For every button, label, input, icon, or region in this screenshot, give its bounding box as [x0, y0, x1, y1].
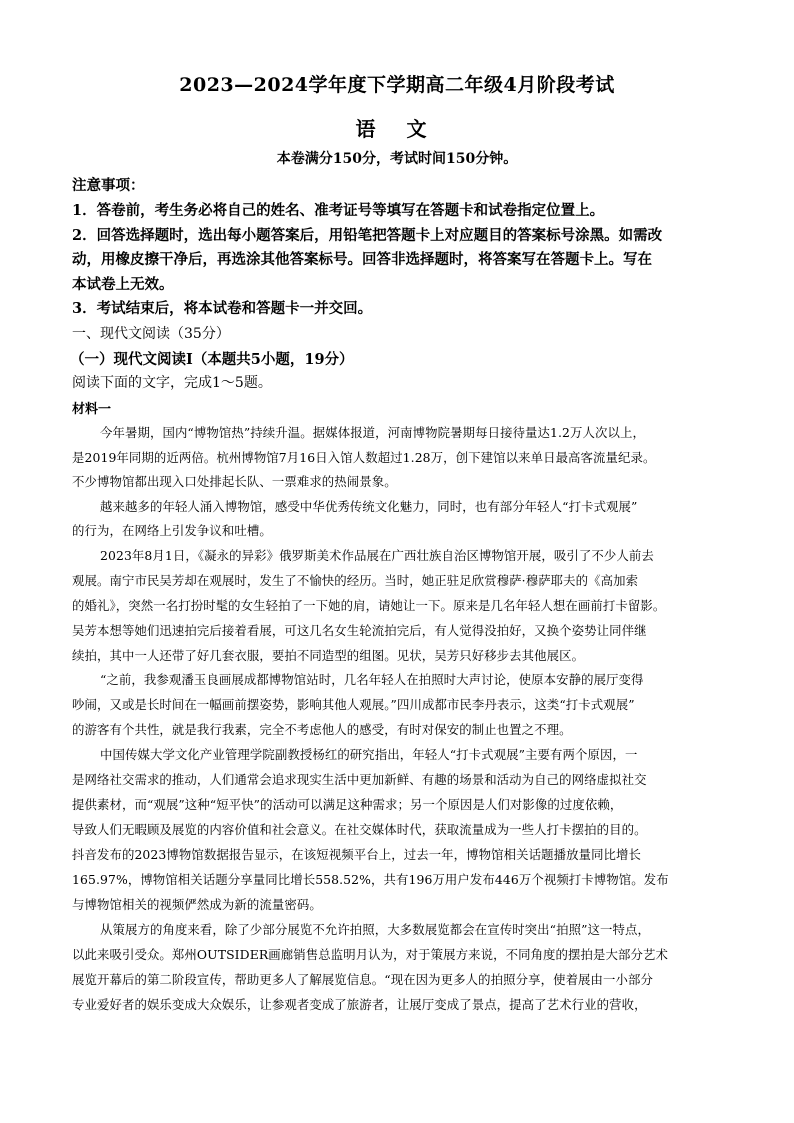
article-line: 2023年8月1日，《凝永的异彩》俄罗斯美术作品展在广西壮族自治区博物馆开展，吸引了不少人前去 [100, 548, 654, 563]
article-line: 的婚礼》，突然一名打扮时髦的女生轻拍了一下她的肩，请她让一下。原来是几名年轻人想在画前打卡留影。 [72, 598, 666, 613]
article-line: 越来越多的年轻人涌入博物馆，感受中华优秀传统文化魅力，同时，也有部分年轻人“打卡式观展” [100, 499, 638, 514]
article-line: 165.97%，博物馆相关话题分享量同比增长558.52%，共有196万用户发布446万个视频打卡博物馆。发布 [72, 872, 669, 887]
article-line: 观展。南宁市民吴芳却在观展时，发生了不愉快的经历。当时，她正驻足欣赏穆萨·穆萨耶夫的《高加索 [72, 573, 639, 588]
subject-title: 语 文 [355, 117, 439, 141]
score-note: 本卷满分150分，考试时间150分钟。 [276, 151, 518, 167]
article-line: 导致人们无暇顾及展览的内容价值和社会意义。在社交媒体时代，获取流量成为一些人打卡摆拍的目的。 [72, 822, 647, 837]
article-line: 以此来吸引受众。郑州OUTSIDER画廊销售总监明月认为，对于策展方来说，不同角度的摆拍是大部分艺术 [72, 947, 668, 962]
article-line: 中国传媒大学文化产业管理学院副教授杨红的研究指出，年轻人“打卡式观展”主要有两个原因，一 [100, 747, 638, 762]
article-line: 的行为，在网络上引发争议和吐槽。 [72, 523, 272, 538]
article-line: 是2019年同期的近两倍。杭州博物馆7月16日入馆人数超过1.28万，创下建馆以来单日最高客流量纪录。 [72, 450, 656, 465]
sub-section-heading: （一）现代文阅读Ⅰ（本题共5小题，19分） [70, 351, 354, 368]
article-line: 展览开幕后的第二阶段宣传，帮助更多人了解展览信息。“现在因为更多人的拍照分享，使着展由一小部分 [72, 972, 654, 987]
article-line: 今年暑期，国内“博物馆热”持续升温。据媒体报道，河南博物院暑期每日接待量达1.2万人次以上， [100, 425, 645, 440]
article-line: 吴芳本想等她们迅速拍完后接着看展，可这几名女生轮流拍完后，有人觉得没拍好，又换个姿势让同伴继 [72, 623, 647, 638]
article-line: 专业爱好者的娱乐变成大众娱乐，让参观者变成了旅游者，让展厅变成了景点，提高了艺术行业的营收， [72, 997, 647, 1012]
article-line: 吵闹，又或是长时间在一幅画前摆姿势，影响其他人观展。”四川成都市民李丹表示，这类“打卡式观展” [72, 697, 635, 712]
article-line: 从策展方的角度来看，除了少部分展览不允许拍照，大多数展览都会在宣传时突出“拍照”这一特点， [100, 922, 650, 937]
notice-line-2: 2．回答选择题时，选出每小题答案后，用铅笔把答题卡上对应题目的答案标号涂黑。如需改 [72, 227, 663, 244]
article-line: 的游客有个共性，就是我行我素，完全不考虑他人的感受，有时对保安的制止也置之不理。 [72, 722, 572, 737]
notice-heading: 注意事项： [72, 177, 145, 194]
article-line: “之前，我参观潘玉良画展成都博物馆站时，几名年轻人在拍照时大声讨论，使原本安静的展厅变得 [100, 672, 644, 687]
exam-title: 2023—2024学年度下学期高二年级4月阶段考试 [179, 74, 615, 96]
article-line: 不少博物馆都出现入口处排起长队、一票难求的热闹景象。 [72, 474, 397, 489]
reading-instruction: 阅读下面的文字，完成1～5题。 [72, 375, 272, 391]
article-line: 提供素材，而“观展”这种“短平快”的活动可以满足这种需求；另一个原因是人们对影像的过度依赖， [72, 797, 623, 812]
article-line: 是网络社交需求的推动，人们通常会追求现实生活中更加新鲜、有趣的场景和活动为自己的网络虚拟社交 [72, 772, 647, 787]
article-line: 续拍，其中一人还带了好几套衣服，要拍不同造型的组图。见状，吴芳只好移步去其他展区。 [72, 648, 585, 663]
notice-line-1: 1．答卷前，考生务必将自己的姓名、准考证号等填写在答题卡和试卷指定位置上。 [72, 202, 605, 219]
article-line: 抖音发布的2023博物馆数据报告显示，在该短视频平台上，过去一年，博物馆相关话题播放量同比增长 [72, 847, 642, 862]
material-label: 材料一 [72, 402, 112, 417]
notice-line-4: 本试卷上无效。 [72, 276, 174, 293]
section-heading: 一、现代文阅读（35分） [72, 326, 230, 342]
notice-line-3: 动，用橡皮擦干净后，再选涂其他答案标号。回答非选择题时，将答案写在答题卡上。写在 [72, 251, 652, 268]
article-line: 与博物馆相关的视频俨然成为新的流量密码。 [72, 897, 322, 912]
notice-line-5: 3．考试结束后，将本试卷和答题卡一并交回。 [72, 300, 373, 317]
